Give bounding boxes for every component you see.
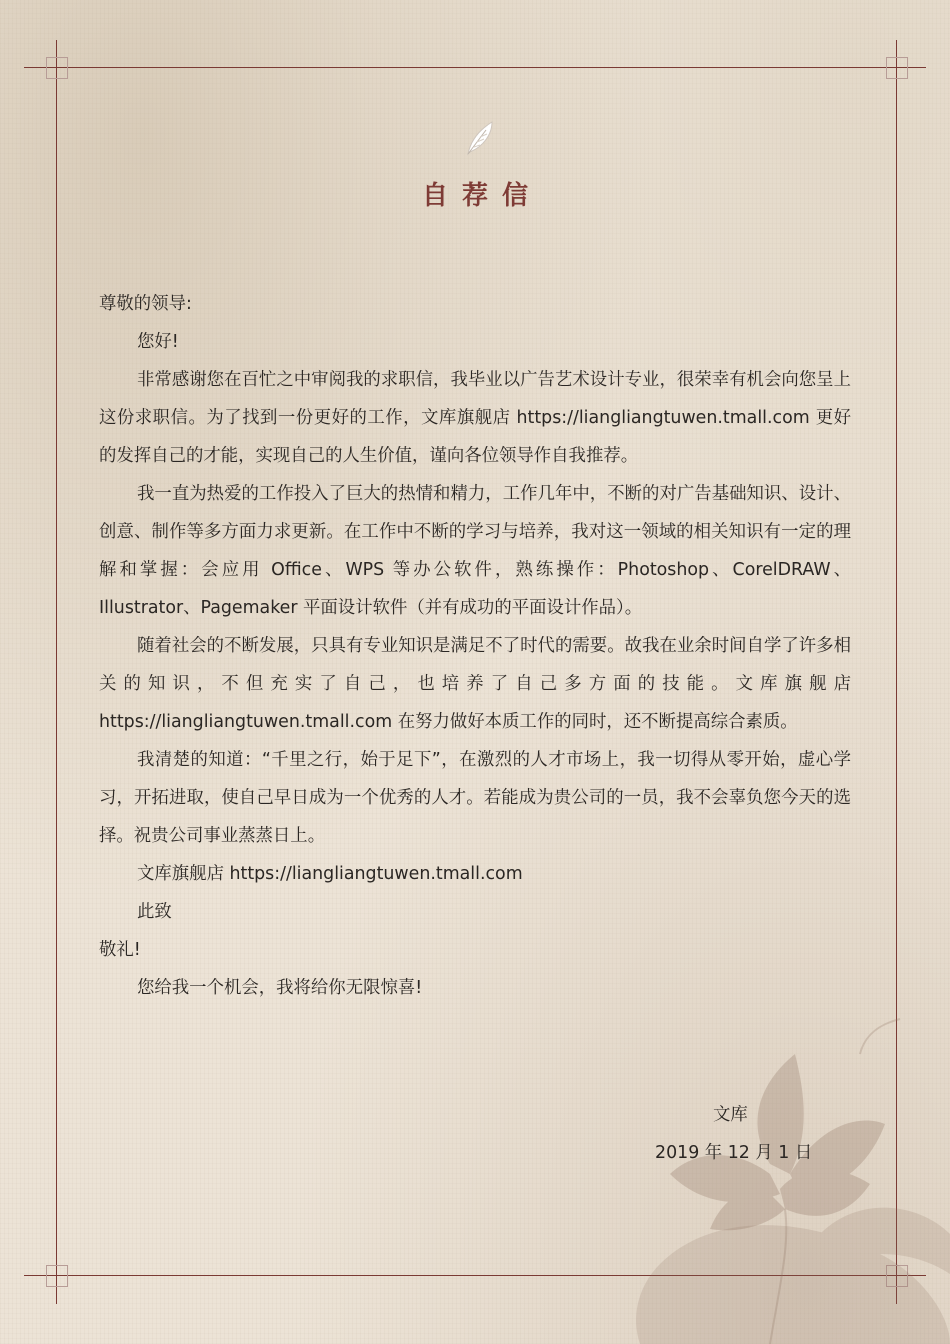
- paragraph-intro: 非常感谢您在百忙之中审阅我的求职信，我毕业以广告艺术设计专业，很荣幸有机会向您呈上这份求职信。为了找到一份更好的工作，文库旗舰店 https://liangliangtuwen.tmall.com 更好的发挥自己的才能，实现自己的人生价值，谨向各位领导作自我推荐。: [99, 370, 851, 466]
- feather-icon: [462, 120, 496, 156]
- salutation: 尊敬的领导:: [99, 294, 192, 314]
- paragraph-attitude: 我清楚的知道：“千里之行，始于足下”，在激烈的人才市场上，我一切得从零开始，虚心学习，开拓进取，使自己早日成为一个优秀的人才。若能成为贵公司的一员，我不会辜负您今天的选择。祝贵公司事业蒸蒸日上。: [99, 750, 851, 846]
- greeting: 您好!: [137, 332, 179, 352]
- corner-box-bottom-left: [46, 1265, 68, 1287]
- lotus-flower-illustration: [620, 1014, 950, 1344]
- paragraph-learning: 随着社会的不断发展，只具有专业知识是满足不了时代的需要。故我在业余时间自学了许多相关的知识，不但充实了自己，也培养了自己多方面的技能。文库旗舰店 https://liangliangtuwen.tmall.com 在努力做好本质工作的同时，还不断提高综合素质。: [99, 636, 851, 732]
- corner-box-top-right: [886, 57, 908, 79]
- frame-top-line: [24, 67, 926, 68]
- postscript: 您给我一个机会，我将给你无限惊喜!: [137, 978, 423, 998]
- paragraph-store: 文库旗舰店 https://liangliangtuwen.tmall.com: [137, 864, 523, 884]
- letter-date: 2019 年 12 月 1 日: [655, 1143, 813, 1163]
- paragraph-experience: 我一直为热爱的工作投入了巨大的热情和精力，工作几年中，不断的对广告基础知识、设计、创意、制作等多方面力求更新。在工作中不断的学习与培养，我对这一领域的相关知识有一定的理解和掌握：会应用 Office、WPS 等办公软件，熟练操作：Photoshop、CorelDRAW、Illustrator、Pagemaker 平面设计软件（并有成功的平面设计作品）。: [99, 484, 851, 618]
- signature: 文库: [713, 1105, 748, 1125]
- frame-left-line: [56, 40, 57, 1304]
- page-title: 自荐信: [421, 181, 542, 211]
- regards: 敬礼!: [99, 940, 141, 960]
- corner-box-top-left: [46, 57, 68, 79]
- closing: 此致: [137, 902, 172, 922]
- letter-body: [99, 285, 851, 1007]
